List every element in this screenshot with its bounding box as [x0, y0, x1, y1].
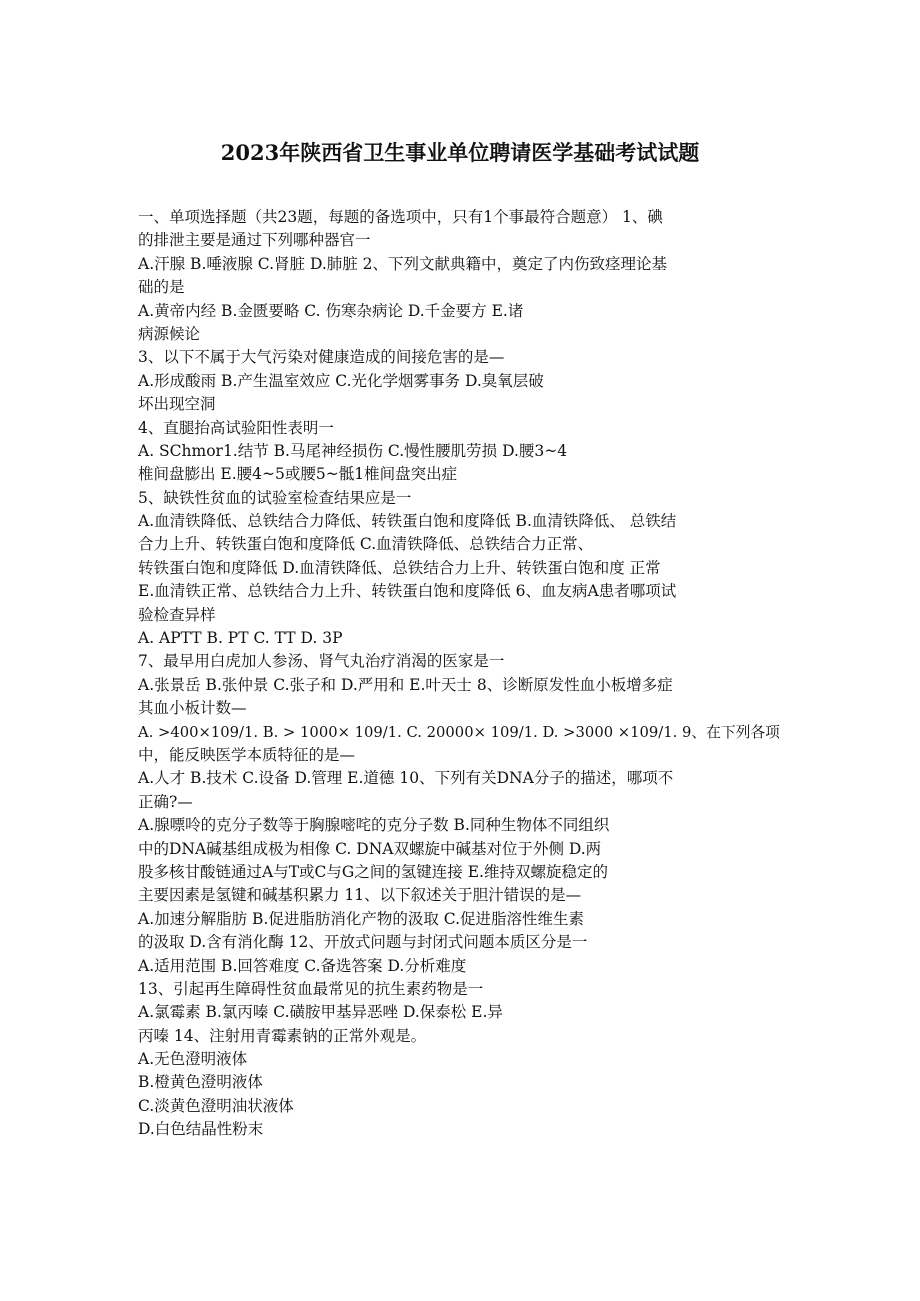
text-line: 的排泄主要是通过下列哪种器官一: [138, 231, 371, 250]
text-line: 丙嗪 14、注射用青霉素钠的正常外观是。: [138, 1026, 427, 1045]
text-line: 主要因素是氢键和碱基积累力 11、以下叙述关于胆汁错误的是—: [138, 886, 582, 905]
text-line: A. SChmor1.结节 B.马尾神经损伤 C.慢性腰肌劳损 D.腰3~4: [138, 441, 568, 460]
text-line: 5、缺铁性贫血的试验室检查结果应是一: [138, 488, 412, 507]
text-line: 中的DNA碱基组成极为相像 C. DNA双螺旋中碱基对位于外侧 D.两: [138, 839, 602, 858]
text-line: A.人才 B.技术 C.设备 D.管理 E.道德 10、下列有关DNA分子的描述，哪项不: [138, 769, 674, 788]
text-line: 一、单项选择题（共23题，每题的备选项中，只有1个事最符合题意） 1、碘: [138, 208, 663, 226]
text-line: A.形成酸雨 B.产生温室效应 C.光化学烟雾事务 D.臭氧层破: [138, 371, 544, 390]
text-line: 验检查异样: [138, 605, 216, 624]
document-title: 2023年陕西省卫生事业单位聘请医学基础考试试题: [220, 140, 700, 165]
text-line: A. >400×109/1. B. > 1000× 109/1. C. 20000× 109/1. D. >3000 ×109/1. 9、在下列各项: [138, 723, 780, 741]
text-line: 的汲取 D.含有消化酶 12、开放式问题与封闭式问题本质区分是一: [138, 933, 588, 952]
text-line: 其血小板计数—: [138, 699, 247, 718]
text-line: 椎间盘膨出 E.腰4~5或腰5~骶1椎间盘突出症: [138, 465, 458, 484]
text-line: 础的是: [138, 278, 185, 297]
text-line: A.氯霉素 B.氯丙嗪 C.磺胺甲基异恶唑 D.保泰松 E.异: [138, 1003, 503, 1022]
text-line: C.淡黄色澄明油状液体: [138, 1096, 294, 1115]
text-line: A.黄帝内经 B.金匮要略 C. 伤寒杂病论 D.千金要方 E.诸: [138, 301, 524, 320]
text-line: A.加速分解脂肪 B.促进脂肪消化产物的汲取 C.促进脂溶性维生素: [138, 909, 585, 928]
text-line: 合力上升、转铁蛋白饱和度降低 C.血清铁降低、总铁结合力正常、: [138, 535, 594, 554]
text-line: 转铁蛋白饱和度降低 D.血清铁降低、总铁结合力上升、转铁蛋白饱和度 正常: [138, 558, 661, 577]
text-line: A.张景岳 B.张仲景 C.张子和 D.严用和 E.叶天士 8、诊断原发性血小板增多症: [138, 675, 673, 694]
text-line: 3、以下不属于大气污染对健康造成的间接危害的是—: [138, 348, 505, 367]
text-line: A.腺嘌呤的克分子数等于胸腺嘧咤的克分子数 B.同种生物体不同组织: [138, 816, 610, 835]
text-line: A.无色澄明液体: [138, 1050, 248, 1069]
text-line: B.橙黄色澄明液体: [138, 1073, 263, 1092]
text-line: A.适用范围 B.回答难度 C.备选答案 D.分析难度: [138, 956, 467, 975]
document-body: [138, 206, 788, 1142]
text-line: E.血清铁正常、总铁结合力上升、转铁蛋白饱和度降低 6、血友病A患者哪项试: [138, 582, 677, 601]
text-line: 中，能反映医学本质特征的是—: [138, 745, 356, 764]
text-line: 股多核甘酸链通过A与T或C与G之间的氢键连接 E.维持双螺旋稳定的: [138, 862, 608, 881]
text-line: 正确?—: [138, 792, 193, 811]
text-line: 坏出现空洞: [138, 395, 216, 414]
text-line: 4、直腿抬高试验阳性表明一: [138, 418, 334, 437]
text-line: A.汗腺 B.唾液腺 C.肾脏 D.肺脏 2、下列文献典籍中，奠定了内伤致痉理论基: [138, 254, 668, 273]
text-line: 13、引起再生障碍性贫血最常见的抗生素药物是一: [138, 979, 484, 998]
text-line: 7、最早用白虎加人参汤、肾气丸治疗消渴的医家是一: [138, 652, 505, 671]
text-line: 病源候论: [138, 324, 201, 343]
text-line: A.血清铁降低、总铁结合力降低、转铁蛋白饱和度降低 B.血清铁降低、 总铁结: [138, 512, 677, 531]
text-line: A. APTT B. PT C. TT D. 3P: [138, 629, 343, 648]
text-line: D.白色结晶性粉末: [138, 1120, 264, 1139]
